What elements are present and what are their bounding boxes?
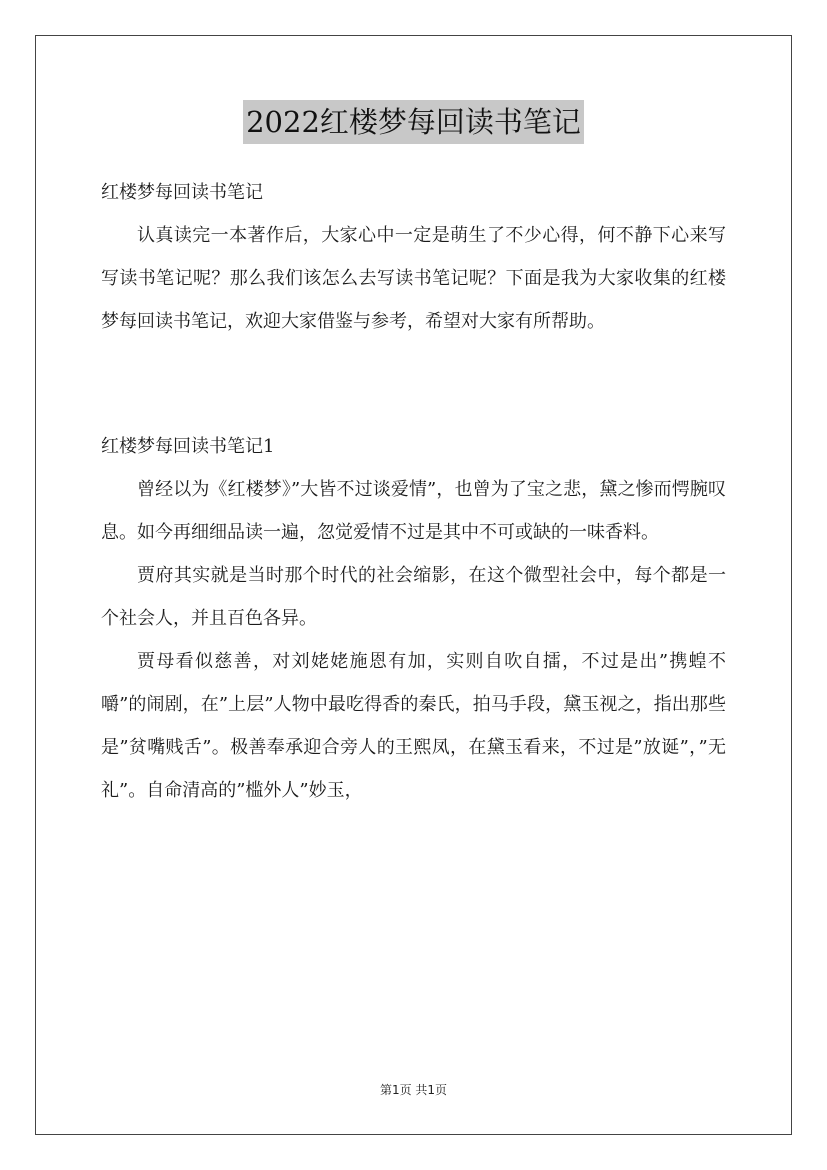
section-heading: 红楼梦每回读书笔记	[101, 182, 263, 203]
intro-paragraph: 认真读完一本著作后，大家心中一定是萌生了不少心得，何不静下心来写写读书笔记呢？那么我们该怎么去写读书笔记呢？下面是我为大家收集的红楼梦每回读书笔记，欢迎大家借鉴与参考，希望对大家有所帮助。	[101, 225, 726, 332]
page-footer	[0, 1081, 827, 1098]
section-spacer	[101, 343, 726, 425]
note1-paragraph-2: 贾府其实就是当时那个时代的社会缩影，在这个微型社会中，每个都是一个社会人，并且百色各异。	[101, 565, 726, 629]
document-title: 2022红楼梦每回读书笔记	[243, 100, 584, 144]
note1-paragraph-3: 贾母看似慈善，对刘姥姥施恩有加，实则自吹自擂，不过是出”携蝗不嚼”的闹剧，在”上层”人物中最吃得香的秦氏，拍马手段，黛玉视之，指出那些是”贫嘴贱舌”。极善奉承迎合旁人的王熙凤，在黛玉看来，不过是”放诞”，”无礼”。自命清高的”槛外人”妙玉，	[101, 651, 726, 801]
page-number: 第1页 共1页	[379, 1083, 448, 1097]
note1-heading: 红楼梦每回读书笔记1	[101, 436, 275, 457]
document-body	[101, 171, 726, 812]
note1-paragraph-1: 曾经以为《红楼梦》”大皆不过谈爱情”，也曾为了宝之悲，黛之惨而愕腕叹息。如今再细细品读一遍，忽觉爱情不过是其中不可或缺的一味香料。	[101, 479, 726, 543]
title-container	[0, 100, 827, 144]
